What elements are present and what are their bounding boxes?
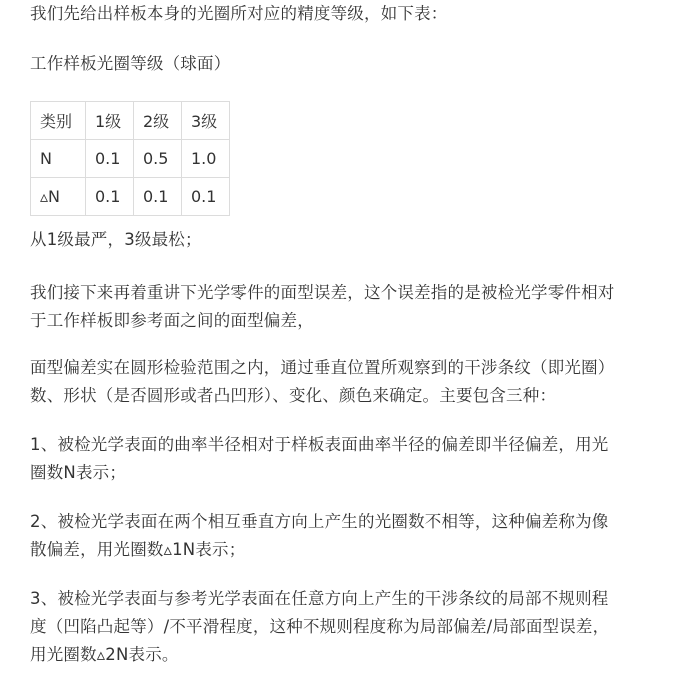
- table-header-cell: 3级: [182, 102, 230, 140]
- paragraph: 面型偏差实在圆形检验范围之内，通过垂直位置所观察到的干涉条纹（即光圈）数、形状（是否圆形或者凸凹形）、变化、颜色来确定。主要包含三种：: [30, 358, 615, 405]
- table-cell: 0.1: [86, 140, 134, 178]
- table-cell: 0.1: [182, 178, 230, 216]
- table-row: [31, 140, 230, 178]
- list-item: 2、被检光学表面在两个相互垂直方向上产生的光圈数不相等，这种偏差称为像散偏差，用光圈数▵1N表示；: [30, 512, 609, 559]
- table-header-cell: 1级: [86, 102, 134, 140]
- table-row: [31, 178, 230, 216]
- list-item: 1、被检光学表面的曲率半径相对于样板表面曲率半径的偏差即半径偏差，用光圈数N表示；: [30, 435, 609, 482]
- table-cell: 0.5: [134, 140, 182, 178]
- strictness-note: 从1级最严，3级最松；: [30, 230, 202, 249]
- table-cell: ▵N: [31, 178, 86, 216]
- table-cell: 0.1: [86, 178, 134, 216]
- paragraph: 我们接下来再着重讲下光学零件的面型误差，这个误差指的是被检光学零件相对于工作样板即参考面之间的面型偏差，: [30, 283, 615, 330]
- table-header-row: [31, 102, 230, 140]
- grade-table: [30, 101, 230, 216]
- table-header-cell: 2级: [134, 102, 182, 140]
- table-header-cell: 类别: [31, 102, 86, 140]
- table-cell: N: [31, 140, 86, 178]
- list-item: 3、被检光学表面与参考光学表面在任意方向上产生的干涉条纹的局部不规则程度（凹陷凸起等）/不平滑程度，这种不规则程度称为局部偏差/局部面型误差，用光圈数▵2N表示。: [30, 589, 610, 664]
- table-cell: 0.1: [134, 178, 182, 216]
- table-title: 工作样板光圈等级（球面）: [30, 54, 231, 73]
- intro-text: 我们先给出样板本身的光圈所对应的精度等级，如下表：: [30, 4, 448, 23]
- table-cell: 1.0: [182, 140, 230, 178]
